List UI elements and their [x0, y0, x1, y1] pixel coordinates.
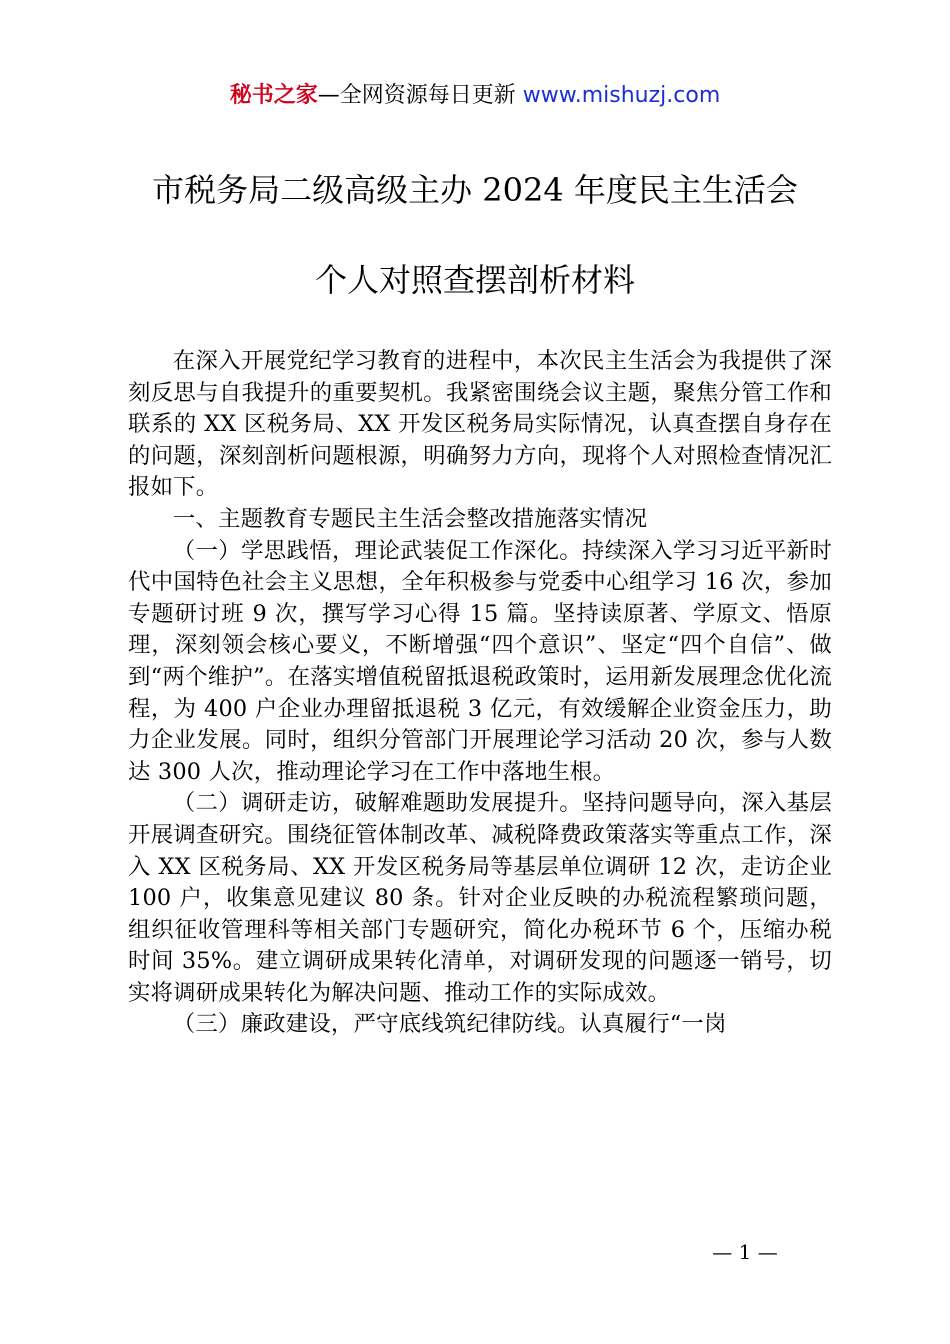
paragraph-item-2: （二）调研走访，破解难题助发展提升。坚持问题导向，深入基层开展调查研究。围绕征管体制改革、减税降费政策落实等重点工作，深入 XX 区税务局、XX 开发区税务局等基层单位调研 12 次，走访企业 100 户，收集意见建议 80 条。针对企业反映的办税流程繁琐问题，组织征收管理科等相关部门专题研究，简化办税环节 6 个，压缩办税时间 35%。建立调研成果转化清单，对调研发现的问题逐一销号，切实将调研成果转化为解决问题、推动工作的实际成效。 — [128, 790, 832, 1006]
document-title-line-1: 市税务局二级高级主办 2024 年度民主生活会 — [152, 171, 798, 209]
paragraph-intro: 在深入开展党纪学习教育的进程中，本次民主生活会为我提供了深刻反思与自我提升的重要契机。我紧密围绕会议主题，聚焦分管工作和联系的 XX 区税务局、XX 开发区税务局实际情况，认真查摆自身存在的问题，深刻剖析问题根源，明确努力方向，现将个人对照检查情况汇报如下。 — [128, 348, 832, 501]
section-heading-1: 一、主题教育专题民主生活会整改措施落实情况 — [172, 505, 648, 532]
paragraph-item-1: （一）学思践悟，理论武装促工作深化。持续深入学习习近平新时代中国特色社会主义思想，全年积极参与党委中心组学习 16 次，参加专题研讨班 9 次，撰写学习心得 15 篇。坚持读原著、学原文、悟原理，深刻领会核心要义，不断增强“四个意识”、坚定“四个自信”、做到“两个维护”。在落实增值税留抵退税政策时，运用新发展理念优化流程，为 400 户企业办理留抵退税 3 亿元，有效缓解企业资金压力，助力企业发展。同时，组织分管部门开展理论学习活动 20 次，参与人数达 300 人次，推动理论学习在工作中落地生根。 — [128, 537, 832, 785]
site-header — [0, 80, 950, 112]
site-url-link[interactable]: www.mishuzj.com — [515, 83, 721, 108]
site-tagline: —全网资源每日更新 — [317, 83, 516, 108]
site-brand: 秘书之家 — [229, 83, 318, 108]
page-number: — 1 — — [712, 1240, 778, 1264]
paragraph-item-3: （三）廉政建设，严守底线筑纪律防线。认真履行“一岗 — [172, 1011, 727, 1038]
document-title-line-2: 个人对照查摆剖析材料 — [314, 261, 635, 299]
document-body — [128, 346, 832, 1041]
